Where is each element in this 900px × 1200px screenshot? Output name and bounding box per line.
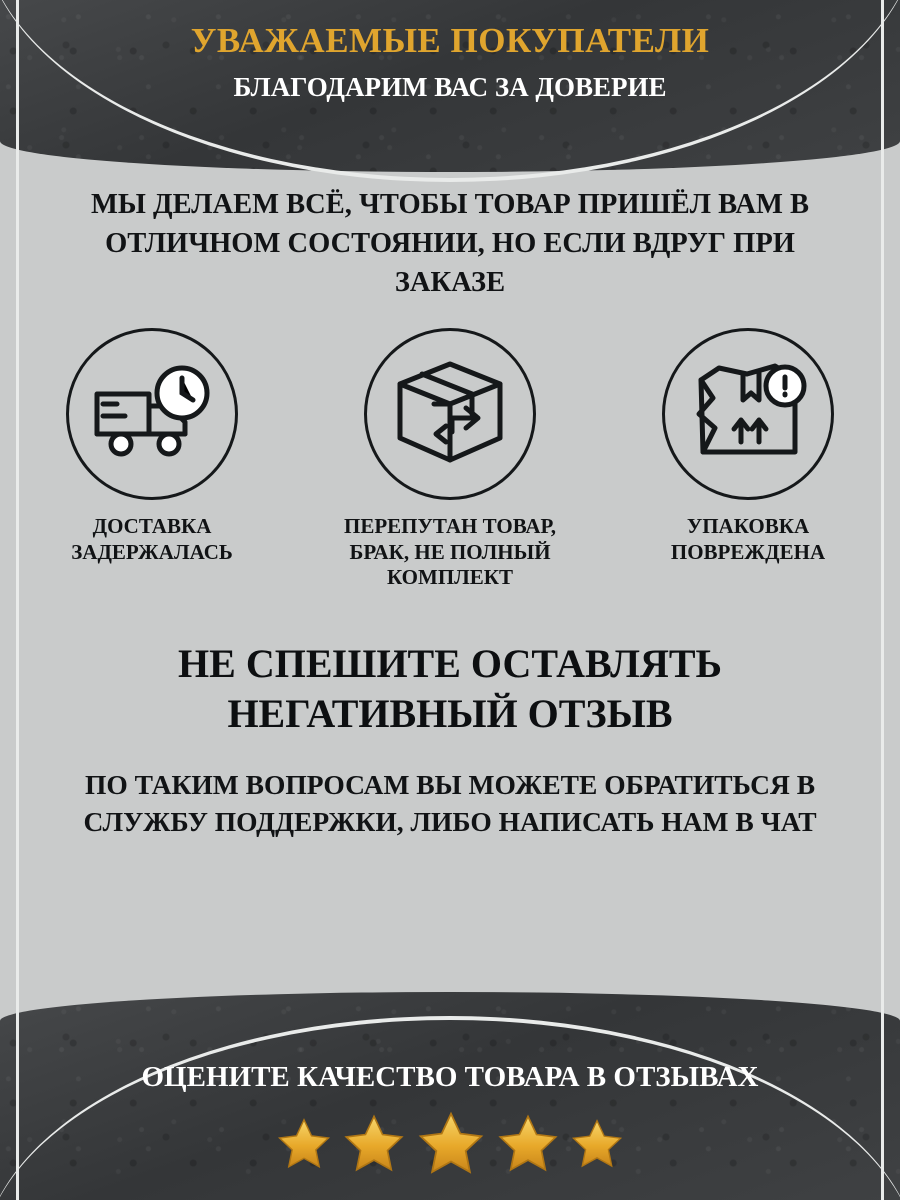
- icon-item-damaged: [638, 328, 858, 565]
- footer: [0, 1059, 900, 1200]
- icon-item-delivery: [42, 328, 262, 565]
- main-content: [0, 186, 900, 841]
- star-rating[interactable]: [0, 1108, 900, 1182]
- damaged-package-icon: [689, 358, 807, 470]
- star-icon[interactable]: [340, 1112, 408, 1178]
- body-text: ПО ТАКИМ ВОПРОСАМ ВЫ МОЖЕТЕ ОБРАТИТЬСЯ В СЛУЖБУ ПОДДЕРЖКИ, ЛИБО НАПИСАТЬ НАМ В ЧАТ: [83, 768, 817, 838]
- delivery-truck-clock-icon: [89, 360, 215, 468]
- icon-row: [0, 328, 900, 591]
- header-title: УВАЖАЕМЫЕ ПОКУПАТЕЛИ: [190, 21, 710, 60]
- star-icon[interactable]: [274, 1116, 334, 1174]
- star-icon[interactable]: [494, 1112, 562, 1178]
- headline: НЕ СПЕШИТЕ ОСТАВЛЯТЬ НЕГАТИВНЫЙ ОТЗЫВ: [178, 641, 722, 737]
- icon-caption-delivery: ДОСТАВКА ЗАДЕРЖАЛАСЬ: [71, 514, 233, 564]
- star-icon[interactable]: [414, 1109, 488, 1181]
- header: [0, 0, 900, 103]
- icon-item-wrong-goods: [340, 328, 560, 591]
- icon-circle-wrong-goods: [364, 328, 536, 500]
- intro-text: МЫ ДЕЛАЕМ ВСЁ, ЧТОБЫ ТОВАР ПРИШЁЛ ВАМ В ОТЛИЧНОМ СОСТОЯНИИ, НО ЕСЛИ ВДРУГ ПРИ ЗАКАЗЕ: [91, 189, 809, 298]
- icon-circle-damaged: [662, 328, 834, 500]
- icon-circle-delivery: [66, 328, 238, 500]
- box-return-arrow-icon: [388, 356, 512, 472]
- icon-caption-damaged: УПАКОВКА ПОВРЕЖДЕНА: [670, 514, 826, 564]
- star-icon[interactable]: [568, 1117, 626, 1173]
- footer-call-to-action: ОЦЕНИТЕ КАЧЕСТВО ТОВАРА В ОТЗЫВАХ: [141, 1060, 759, 1093]
- icon-caption-wrong-goods: ПЕРЕПУТАН ТОВАР, БРАК, НЕ ПОЛНЫЙ КОМПЛЕКТ: [344, 514, 556, 590]
- header-subtitle: БЛАГОДАРИМ ВАС ЗА ДОВЕРИЕ: [233, 71, 667, 102]
